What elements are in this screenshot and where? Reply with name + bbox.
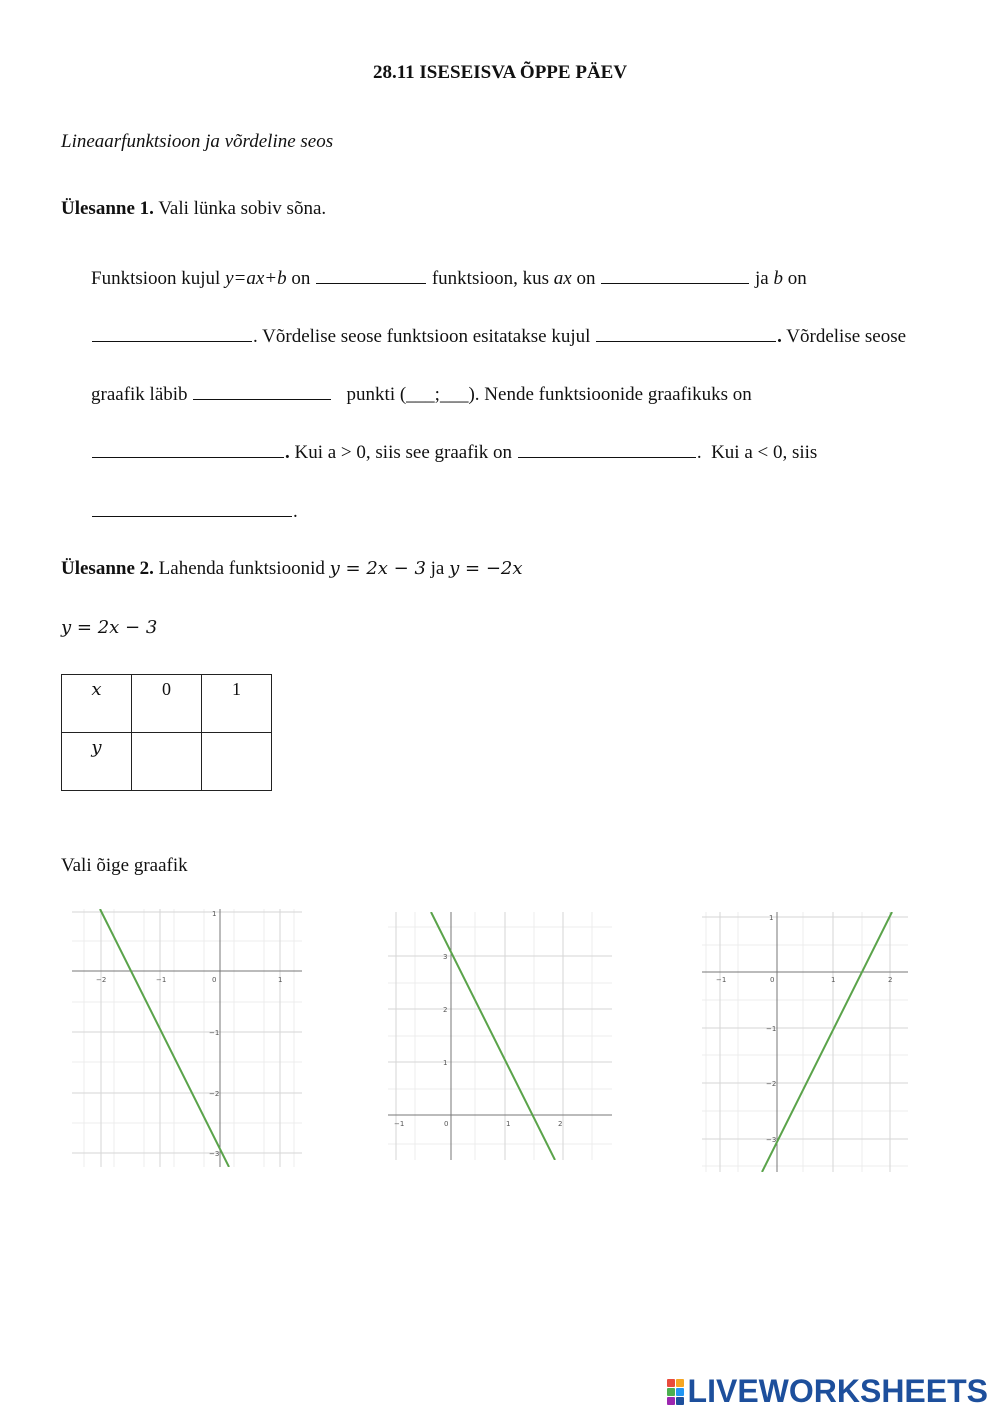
text: . (285, 442, 290, 463)
text: . Kui a < 0, siis (696, 442, 818, 463)
y-tick: 3 (443, 953, 448, 961)
x-value-0: 0 (132, 675, 202, 733)
choose-graph-label: Vali õige graafik (61, 855, 188, 876)
y-tick: 1 (443, 1059, 448, 1067)
x-tick: 0 (444, 1120, 449, 1128)
y-tick: −1 (766, 1025, 777, 1033)
text: on (782, 268, 807, 289)
equation-1: y = 2x − 3 (329, 558, 426, 579)
equation-heading: y = 2x − 3 (61, 617, 158, 638)
text: on (571, 268, 601, 289)
x-tick: 1 (278, 976, 283, 984)
blank-6[interactable] (92, 441, 284, 458)
y-tick: −3 (209, 1150, 220, 1158)
task1-line-2 (91, 325, 906, 348)
y-tick: −2 (766, 1080, 777, 1088)
minor-grid (702, 912, 908, 1172)
task1-heading (61, 198, 326, 220)
task2-label: Ülesanne 2. (61, 558, 154, 579)
text: . Võrdelise seose funktsioon esitatakse kujul (253, 326, 596, 347)
text: on (286, 268, 316, 289)
var-b: b (773, 268, 783, 289)
task2-heading (61, 558, 523, 580)
x-tick: −1 (156, 976, 167, 984)
blank-8[interactable] (92, 500, 292, 517)
y-tick: −3 (766, 1136, 777, 1144)
x-tick: −1 (716, 976, 727, 984)
text: Lahenda funktsioonid (153, 558, 330, 579)
blank-7[interactable] (518, 441, 696, 458)
text: funktsioon, kus (427, 268, 554, 289)
page-title: 28.11 ISESEISVA ÕPPE PÄEV (372, 62, 628, 83)
var-ax: ax (553, 268, 572, 289)
major-grid (702, 912, 908, 1172)
y-tick: 1 (212, 910, 217, 918)
table-row-x (62, 675, 272, 733)
graph-line (762, 912, 892, 1172)
y-tick: −2 (209, 1090, 220, 1098)
x-tick: 1 (831, 976, 836, 984)
x-tick: −1 (394, 1120, 405, 1128)
y-tick: 1 (769, 914, 774, 922)
x-tick: 0 (770, 976, 775, 984)
graph-option-2[interactable] (388, 912, 612, 1160)
formula: y=ax+b (225, 268, 287, 289)
x-tick: −2 (96, 976, 107, 984)
task1-line-5 (91, 500, 298, 523)
text: . (777, 326, 782, 347)
task2-equation (61, 617, 157, 639)
x-tick: 2 (888, 976, 893, 984)
task1-line-3 (91, 383, 752, 406)
major-grid (72, 909, 302, 1167)
blank-1[interactable] (316, 267, 426, 284)
task1-label: Ülesanne 1. (61, 198, 154, 219)
x-tick: 1 (506, 1120, 511, 1128)
blank-2[interactable] (601, 267, 749, 284)
logo-mark-icon (667, 1379, 684, 1405)
y-tick: 2 (443, 1006, 448, 1014)
row-label-x: x (62, 675, 132, 733)
y-input-0[interactable] (132, 733, 202, 791)
subtitle: Lineaarfunktsioon ja võrdeline seos (61, 131, 334, 152)
blank-5[interactable] (193, 383, 331, 400)
graph-option-1[interactable] (72, 909, 302, 1167)
y-tick: −1 (209, 1029, 220, 1037)
task1-line-1 (91, 267, 807, 290)
blank-4[interactable] (596, 325, 776, 342)
task1-line-4 (91, 441, 817, 464)
task1-instruction: Vali lünka sobiv sõna. (153, 198, 327, 219)
text: ja (750, 268, 774, 289)
liveworksheets-logo (667, 1373, 988, 1410)
graph-line (100, 909, 229, 1167)
x-tick: 2 (558, 1120, 563, 1128)
text: Võrdelise seose (781, 326, 907, 347)
text: Kui a > 0, siis see graafik on (289, 442, 517, 463)
text: punkti (___;___). Nende funktsioonide graafikuks on (332, 384, 752, 405)
text: Funktsioon kujul (91, 268, 226, 289)
graph-option-3[interactable] (702, 912, 908, 1172)
blank-3[interactable] (92, 325, 252, 342)
text: ja (425, 558, 450, 579)
y-input-1[interactable] (202, 733, 272, 791)
text: . (293, 501, 298, 522)
table-row-y (62, 733, 272, 791)
minor-grid (72, 909, 302, 1167)
x-tick: 0 (212, 976, 217, 984)
minor-grid (388, 912, 612, 1160)
x-value-1: 1 (202, 675, 272, 733)
text: graafik läbib (91, 384, 193, 405)
brand-name: LIVEWORKSHEETS (687, 1373, 988, 1409)
equation-2: y = −2x (449, 558, 523, 579)
value-table (61, 674, 272, 791)
row-label-y: y (62, 733, 132, 791)
